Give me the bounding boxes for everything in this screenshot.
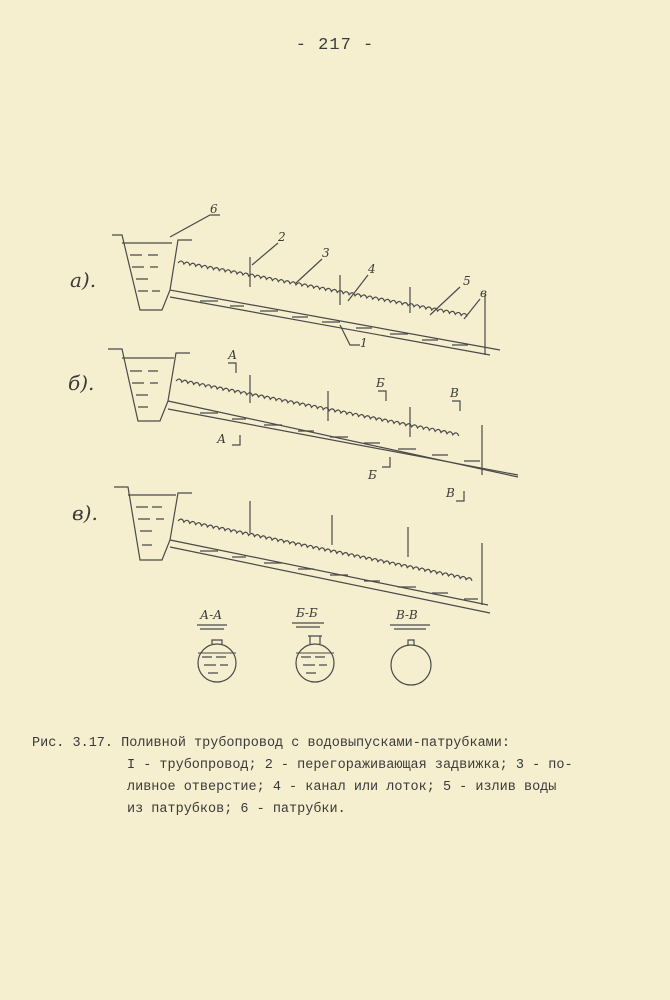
caption-line-2: I - трубопровод; 2 - перегораживающая задвижка; 3 - по- [127, 758, 573, 773]
callout-5: 5 [463, 274, 471, 288]
callout-3: 3 [322, 246, 330, 260]
figure-caption [32, 733, 592, 821]
page-number: - 217 - [295, 36, 375, 55]
callout-v: в [480, 286, 487, 300]
panel-b [108, 349, 518, 501]
section-mark-b-bottom: Б [368, 468, 377, 482]
panel-label-a: а). [70, 268, 97, 292]
section-title-aa: А-А [200, 608, 223, 622]
section-mark-v-top: В [450, 386, 459, 400]
callout-1: 1 [360, 336, 368, 350]
section-title-bb: Б-Б [296, 606, 318, 620]
callout-6: 6 [210, 202, 218, 216]
caption-line-1: Рис. 3.17. Поливной трубопровод с водовыпусками-патрубками: [32, 736, 510, 751]
panel-a [112, 215, 500, 355]
caption-line-3: ливное отверстие; 4 - канал или лоток; 5 - излив воды [127, 780, 557, 795]
callout-2: 2 [278, 230, 286, 244]
panel-label-b: б). [68, 371, 95, 395]
section-mark-v-bottom: В [446, 486, 455, 500]
cross-sections [197, 623, 431, 685]
section-mark-a-bottom: А [217, 432, 227, 446]
section-mark-a-top: А [228, 348, 238, 362]
section-title-vv: В-В [396, 608, 418, 622]
panel-v [114, 487, 490, 613]
pipeline-diagram [60, 195, 540, 715]
panel-label-v: в). [72, 501, 98, 525]
caption-line-4: из патрубков; 6 - патрубки. [127, 802, 346, 817]
callout-4: 4 [368, 262, 376, 276]
section-mark-b-top: Б [376, 376, 385, 390]
figure [60, 195, 540, 715]
